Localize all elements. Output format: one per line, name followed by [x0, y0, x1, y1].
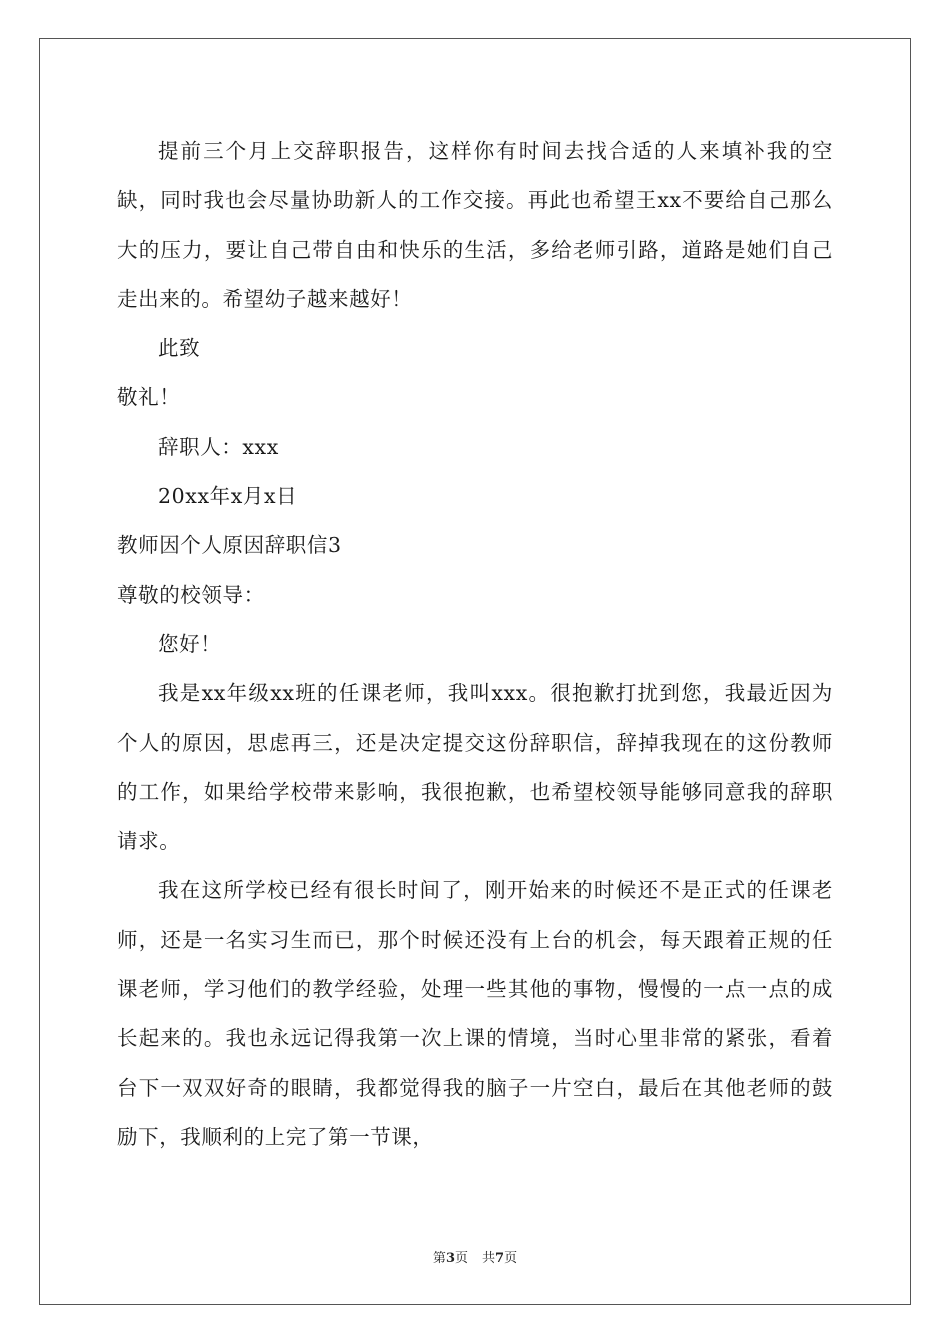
page-suffix: 页 — [454, 1251, 468, 1266]
page-footer — [0, 1247, 950, 1266]
section-title: 教师因个人原因辞职信3 — [117, 533, 342, 558]
signer-line: 辞职人：xxx — [158, 434, 279, 459]
current-page-number: 3 — [445, 1251, 455, 1266]
closing-line-2: 敬礼！ — [117, 385, 181, 410]
total-prefix: 共 — [482, 1251, 496, 1266]
document-body — [117, 127, 833, 1162]
paragraph-1: 提前三个月上交辞职报告，这样你有时间去找合适的人来填补我的空缺，同时我也会尽量协助新人的工作交接。再此也希望王xx不要给自己那么大的压力，要让自己带自由和快乐的生活，多给老师引路，道路是她们自己走出来的。希望幼子越来越好！ — [117, 139, 833, 311]
greeting: 您好！ — [158, 631, 222, 656]
salutation: 尊敬的校领导： — [117, 582, 265, 607]
paragraph-3: 我在这所学校已经有很长时间了，刚开始来的时候还不是正式的任课老师，还是一名实习生而已，那个时候还没有上台的机会，每天跟着正规的任课老师，学习他们的教学经验，处理一些其他的事物，慢慢的一点一点的成长起来的。我也永远记得我第一次上课的情境，当时心里非常的紧张，看着台下一双双好奇的眼睛，我都觉得我的脑子一片空白，最后在其他老师的鼓励下，我顺利的上完了第一节课， — [117, 878, 833, 1149]
page-prefix: 第 — [432, 1251, 446, 1266]
total-suffix: 页 — [504, 1251, 518, 1266]
paragraph-2: 我是xx年级xx班的任课老师，我叫xxx。很抱歉打扰到您，我最近因为个人的原因，思虑再三，还是决定提交这份辞职信，辞掉我现在的这份教师的工作，如果给学校带来影响，我很抱歉，也希望校领导能够同意我的辞职请求。 — [117, 681, 833, 854]
total-page-number: 7 — [495, 1251, 505, 1266]
date-line: 20xx年x月x日 — [158, 484, 298, 509]
closing-line-1: 此致 — [158, 336, 201, 361]
